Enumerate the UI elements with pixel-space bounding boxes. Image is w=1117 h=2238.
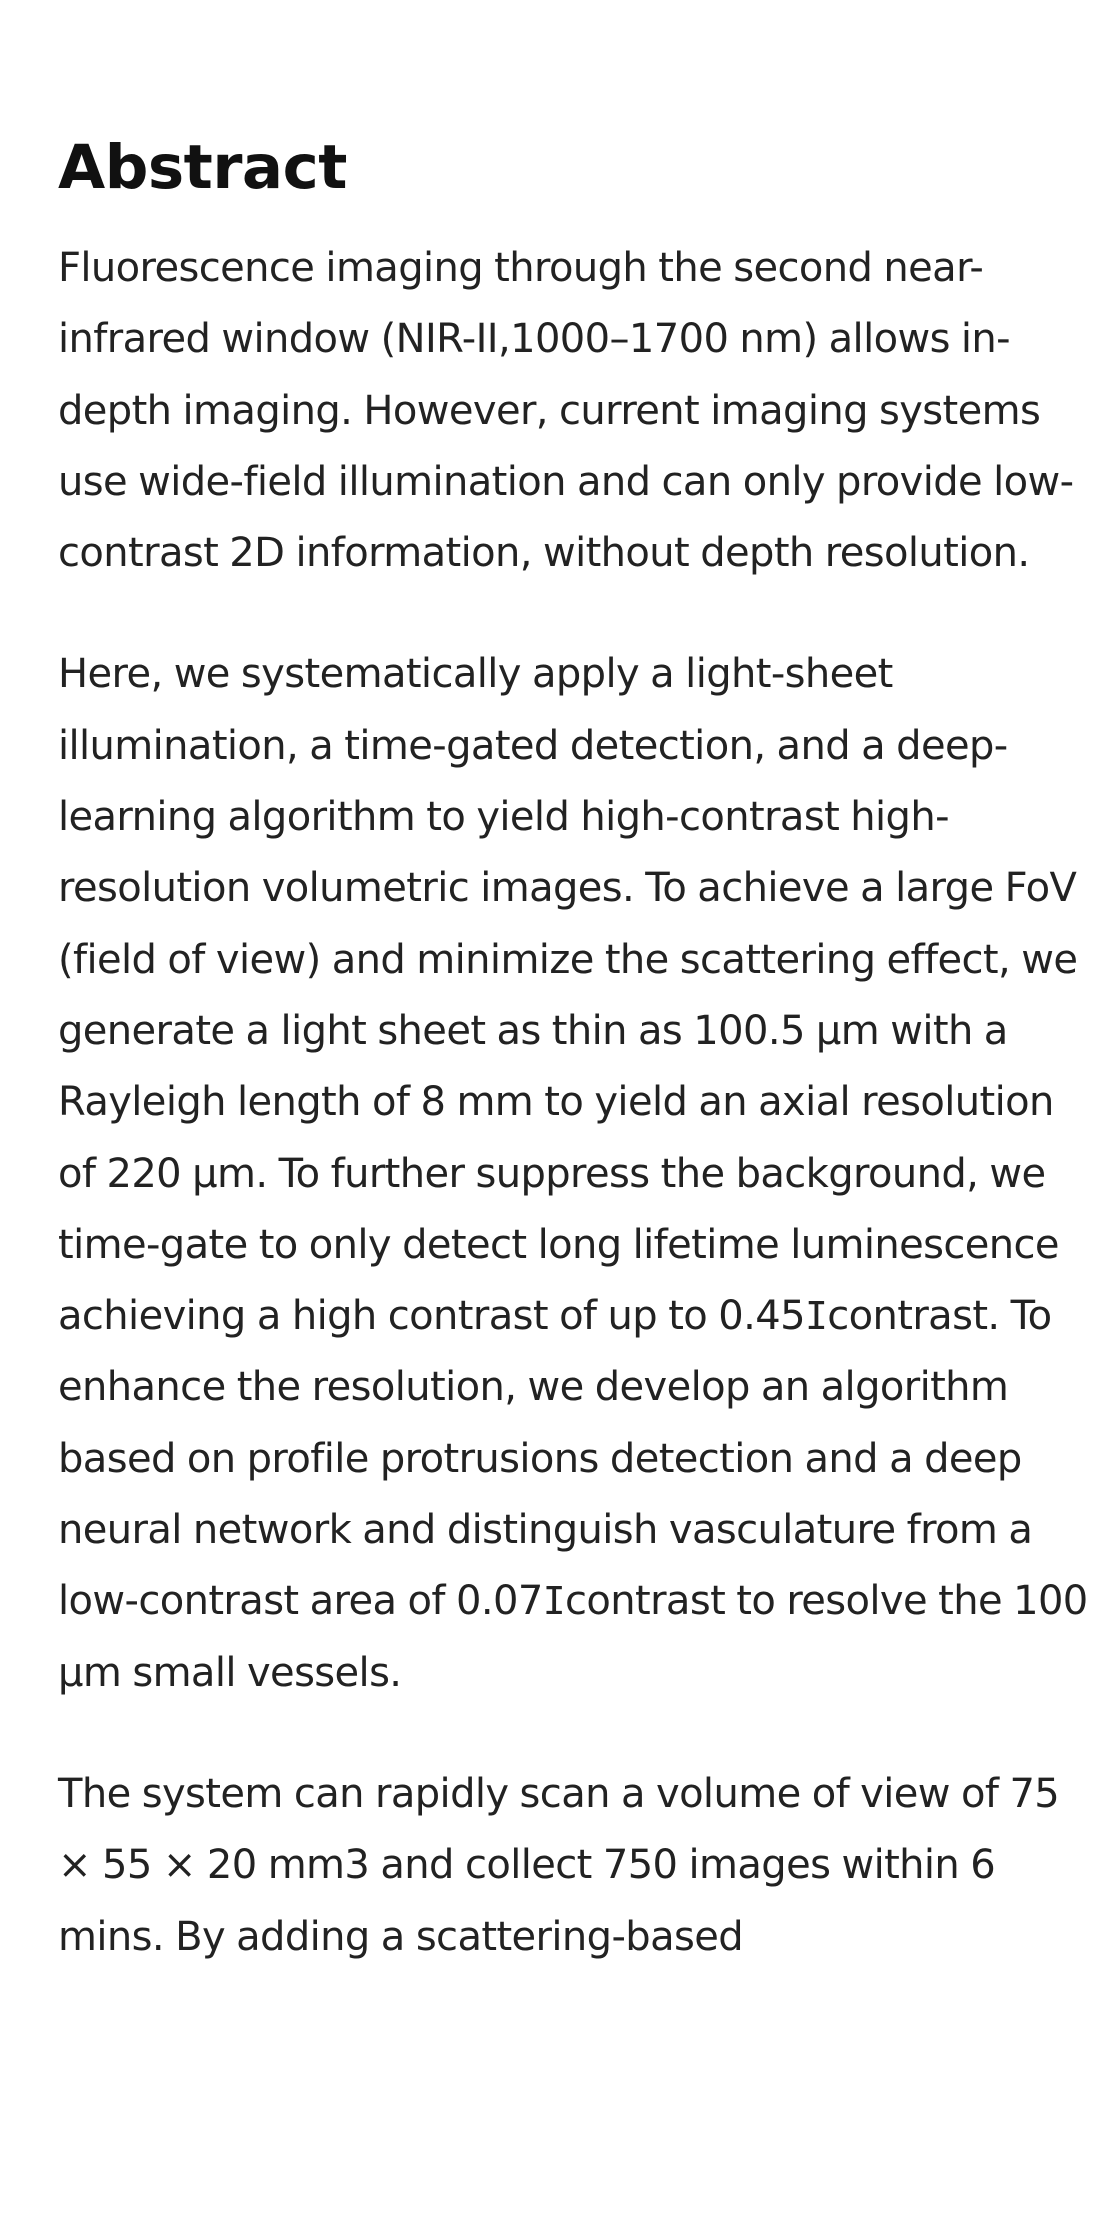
abstract-paragraph-1: Fluorescence imaging through the second near-infrared window (NIR-II,1000–1700 nm) allows in-depth imaging. However, current imaging systems use wide-field illumination and can only provide low-contrast 2D information, without depth resolution. bbox=[58, 245, 1074, 577]
paragraph-2-text-b: contrast. To enhance the resolution, we develop an algorithm based on profile protrusions detection and a deep neural network and distinguish vasculature from a low-contrast area of 0.07 bbox=[58, 1293, 1052, 1625]
abstract-section bbox=[58, 0, 1098, 1973]
paragraph-2-text-a: Here, we systematically apply a light-sheet illumination, a time-gated detection, and a deep-learning algorithm to yield high-contrast high-resolution volumetric images. To achieve a large FoV (field of view) and minimize the scattering effect, we generate a light sheet as thin as 100.5 μm with a Rayleigh length of 8 mm to yield an axial resolution of 220 μm. To further suppress the background, we time-gate to only detect long lifetime luminescence achieving a high contrast of up to 0.45 bbox=[58, 651, 1078, 1340]
abstract-heading: Abstract bbox=[58, 132, 347, 203]
contrast-symbol: I bbox=[804, 1294, 828, 1339]
contrast-symbol: I bbox=[542, 1579, 565, 1624]
paragraph-2-text-c: contrast to resolve the 100 μm small vessels. bbox=[58, 1578, 1088, 1696]
abstract-paragraph-3: The system can rapidly scan a volume of view of 75 × 55 × 20 mm3 and collect 750 images within 6 mins. By adding a scattering-based bbox=[58, 1770, 1060, 1960]
abstract-paragraph-2 bbox=[58, 639, 1098, 1708]
